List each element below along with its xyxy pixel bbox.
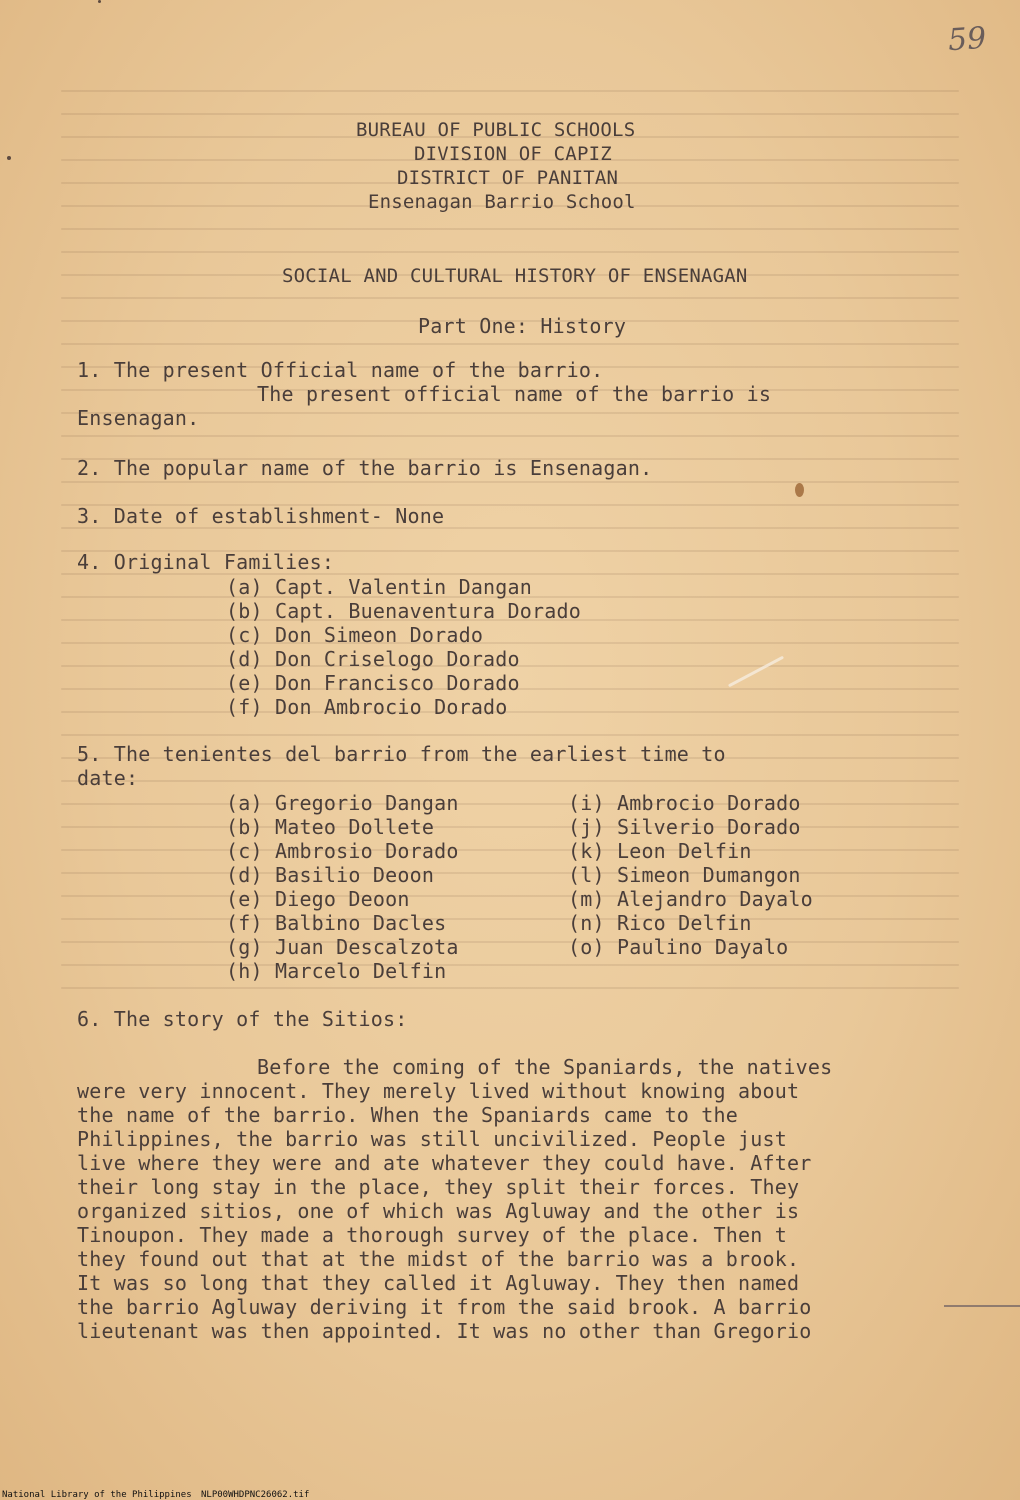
section-1-answer-cont: Ensenagan. [77,406,200,430]
paragraph-line: Before the coming of the Spaniards, the natives [257,1055,833,1079]
list-item: (g) Juan Descalzota [226,935,459,959]
margin-dot [98,0,101,3]
list-item: (b) Capt. Buenaventura Dorado [226,599,581,623]
list-item: (f) Balbino Dacles [226,911,447,935]
list-item: (m) Alejandro Dayalo [568,887,813,911]
list-item: (e) Don Francisco Dorado [226,671,520,695]
section-3: 3. Date of establishment- None [77,504,445,528]
part-title: Part One: History [418,314,627,338]
header-division: DIVISION OF CAPIZ [414,143,612,165]
list-item: (f) Don Ambrocio Dorado [226,695,508,719]
paragraph-line: organized sitios, one of which was Agluway and the other is [77,1199,800,1223]
list-item: (e) Diego Deoon [226,887,410,911]
paragraph-line: Philippines, the barrio was still uncivilized. People just [77,1127,787,1151]
section-1-answer: The present official name of the barrio is [257,382,772,406]
list-item: (i) Ambrocio Dorado [568,791,801,815]
header-district: DISTRICT OF PANITAN [397,167,619,189]
edge-mark [944,1305,1020,1307]
list-item: (c) Ambrosio Dorado [226,839,459,863]
footer-institution: National Library of the Philippines [2,1490,192,1500]
list-item: (o) Paulino Dayalo [568,935,789,959]
handwritten-page-number: 59 [946,20,988,59]
section-2: 2. The popular name of the barrio is Ensenagan. [77,456,653,480]
paragraph-line: their long stay in the place, they split their forces. They [77,1175,800,1199]
ink-stain [795,483,804,497]
paragraph-line: they found out that at the midst of the barrio was a brook. [77,1247,800,1271]
paragraph-line: It was so long that they called it Agluway. They then named [77,1271,800,1295]
paragraph-line: lieutenant was then appointed. It was no other than Gregorio [77,1319,812,1343]
footer-file-id: NLP00WHDPNC26062.tif [201,1490,310,1500]
list-item: (h) Marcelo Delfin [226,959,447,983]
paragraph-line: Tinoupon. They made a thorough survey of the place. Then t [77,1223,787,1247]
list-item: (n) Rico Delfin [568,911,752,935]
paragraph-line: live where they were and ate whatever they could have. After [77,1151,812,1175]
section-6-heading: 6. The story of the Sitios: [77,1007,408,1031]
list-item: (b) Mateo Dollete [226,815,435,839]
header-bureau: BUREAU OF PUBLIC SCHOOLS [356,119,636,141]
margin-dot [7,156,11,160]
paragraph-line: the name of the barrio. When the Spaniards came to the [77,1103,739,1127]
list-item: (d) Basilio Deoon [226,863,435,887]
list-item: (j) Silverio Dorado [568,815,801,839]
document-title: SOCIAL AND CULTURAL HISTORY OF ENSENAGAN [282,265,748,287]
list-item: (d) Don Criselogo Dorado [226,647,520,671]
section-1-question: 1. The present Official name of the barrio. [77,358,604,382]
header-school: Ensenagan Barrio School [368,191,636,213]
paragraph-line: were very innocent. They merely lived without knowing about [77,1079,800,1103]
paragraph-line: the barrio Agluway deriving it from the said brook. A barrio [77,1295,812,1319]
section-5-heading: 5. The tenientes del barrio from the earliest time to [77,742,726,766]
section-5-heading-cont: date: [77,766,139,790]
list-item: (c) Don Simeon Dorado [226,623,484,647]
list-item: (l) Simeon Dumangon [568,863,801,887]
list-item: (k) Leon Delfin [568,839,752,863]
section-4-heading: 4. Original Families: [77,550,335,574]
list-item: (a) Gregorio Dangan [226,791,459,815]
list-item: (a) Capt. Valentin Dangan [226,575,533,599]
